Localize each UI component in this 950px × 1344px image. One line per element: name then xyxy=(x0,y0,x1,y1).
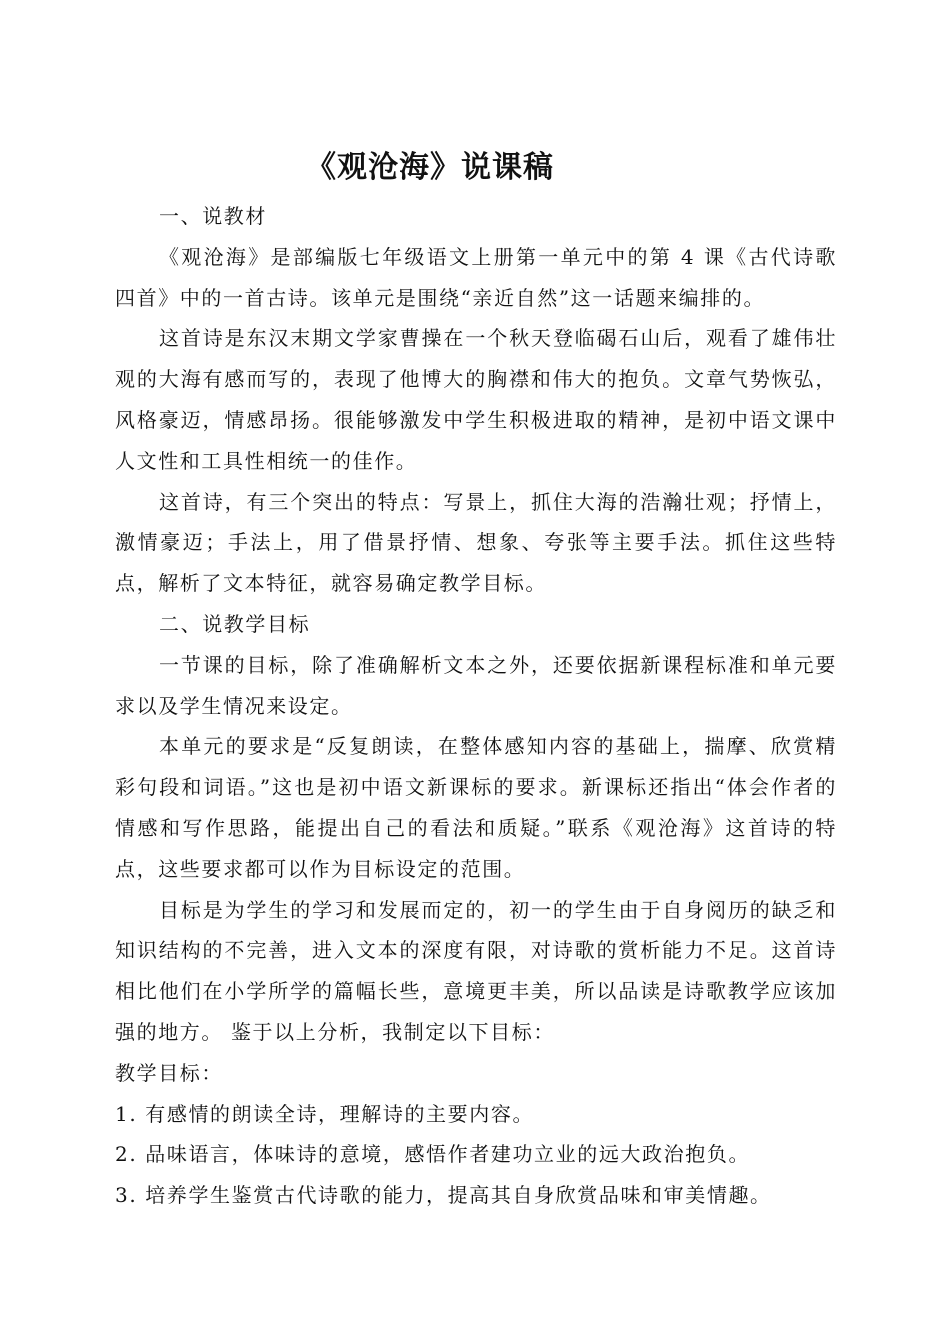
goal-item-1: 1. 有感情的朗读全诗，理解诗的主要内容。 xyxy=(115,1101,535,1126)
section-heading-teaching-goals: 二、说教学目标 xyxy=(159,611,311,636)
goal-item-3: 3. 培养学生鉴赏古代诗歌的能力，提高其自身欣赏品味和审美情趣。 xyxy=(115,1183,772,1208)
paragraph-goal-basis: 一节课的目标，除了准确解析文本之外，还要依据新课程标准和单元要求以及学生情况来设定。 xyxy=(115,652,837,718)
paragraph-material-intro: 《观沧海》是部编版七年级语文上册第一单元中的第 4 课《古代诗歌四首》中的一首古诗。该单元是围绕“亲近自然”这一话题来编排的。 xyxy=(115,244,837,310)
goals-list-heading: 教学目标： xyxy=(115,1060,223,1085)
paragraph-poem-background: 这首诗是东汉末期文学家曹操在一个秋天登临碣石山后，观看了雄伟壮观的大海有感而写的，表现了他博大的胸襟和伟大的抱负。文章气势恢弘，风格豪迈，情感昂扬。很能够激发中学生积极进取的精神，是初中语文课中人文性和工具性相统一的佳作。 xyxy=(115,326,837,473)
page-title: 《观沧海》说课稿 xyxy=(306,150,554,186)
paragraph-student-analysis: 目标是为学生的学习和发展而定的，初一的学生由于自身阅历的缺乏和知识结构的不完善，进入文本的深度有限，对诗歌的赏析能力不足。这首诗相比他们在小学所学的篇幅长些，意境更丰美，所以品读是诗歌教学应该加强的地方。 鉴于以上分析，我制定以下目标： xyxy=(115,897,837,1044)
section-heading-teaching-material: 一、说教材 xyxy=(159,204,267,228)
paragraph-poem-features: 这首诗，有三个突出的特点：写景上，抓住大海的浩瀚壮观；抒情上，激情豪迈；手法上，用了借景抒情、想象、夸张等主要手法。抓住这些特点，解析了文本特征，就容易确定教学目标。 xyxy=(115,489,837,596)
paragraph-unit-requirements: 本单元的要求是“反复朗读，在整体感知内容的基础上，揣摩、欣赏精彩句段和词语。”这也是初中语文新课标的要求。新课标还指出“体会作者的情感和写作思路，能提出自己的看法和质疑。”联系《观沧海》这首诗的特点，这些要求都可以作为目标设定的范围。 xyxy=(115,734,837,881)
goal-item-2: 2. 品味语言，体味诗的意境，感悟作者建功立业的远大政治抱负。 xyxy=(115,1142,751,1167)
document-body xyxy=(115,196,837,1216)
